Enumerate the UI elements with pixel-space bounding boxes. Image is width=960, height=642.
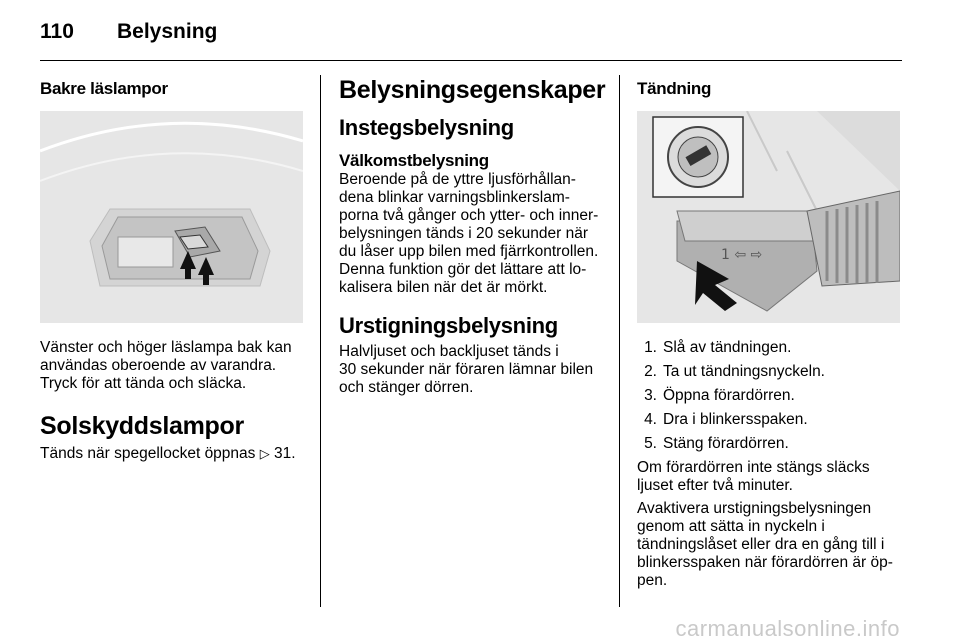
text-line: Tryck för att tända och släcka. xyxy=(40,375,247,392)
steps-list xyxy=(637,339,902,453)
text-span: Tänds när spegellocket öppnas xyxy=(40,445,256,462)
list-item xyxy=(637,363,902,381)
ignition-drawing xyxy=(637,111,900,323)
text-line: Vänster och höger läslampa bak kan xyxy=(40,339,292,356)
step-text: Slå av tändningen. xyxy=(663,339,792,356)
text-line: dena blinkar varningsblinkerslam- xyxy=(339,189,570,207)
subheading-entry-lighting: Instegsbelysning xyxy=(339,115,514,140)
paragraph-exit-lighting xyxy=(339,343,611,397)
paragraph-sunvisor xyxy=(40,445,308,463)
section-heading-lighting-features: Belysningsegenskaper xyxy=(339,76,606,104)
column-divider-2 xyxy=(619,75,620,607)
page-number: 110 xyxy=(40,20,74,43)
xref-arrow-icon: ▷ xyxy=(259,446,270,461)
column-left xyxy=(40,75,308,463)
list-item xyxy=(637,435,902,453)
text-line: 30 sekunder när föraren lämnar bilen xyxy=(339,360,594,378)
text-line: genom att sätta in nyckeln i xyxy=(637,518,825,535)
rear-reading-lamp-illustration xyxy=(40,111,303,323)
text-line: tändningslåset eller dra en gång till i xyxy=(637,536,885,553)
text-line: porna två gånger och ytter- och inner- xyxy=(339,207,599,225)
step-number: 2. xyxy=(644,363,657,380)
text-line: Beroende på de yttre ljusförhållan- xyxy=(339,171,576,189)
section-heading-rear-reading-lamps: Bakre läslampor xyxy=(40,79,168,98)
step-number: 1. xyxy=(644,339,657,356)
page-reference[interactable]: 31. xyxy=(274,445,296,462)
text-line: kalisera bilen när det är mörkt. xyxy=(339,279,548,297)
section-heading-ignition: Tändning xyxy=(637,79,712,98)
header-rule xyxy=(40,60,902,61)
step-text: Öppna förardörren. xyxy=(663,387,795,404)
text-line: Om förardörren inte stängs släcks xyxy=(637,459,870,476)
step-text: Dra i blinkersspaken. xyxy=(663,411,808,428)
column-middle xyxy=(339,75,611,397)
step-number: 5. xyxy=(644,435,657,452)
text-line: ljuset efter två minuter. xyxy=(637,477,793,494)
subheading-exit-lighting: Urstigningsbelysning xyxy=(339,313,558,339)
text-line: blinkersspaken när förardörren är öp- xyxy=(637,554,893,571)
paragraph-deactivate xyxy=(637,500,902,590)
column-divider-1 xyxy=(320,75,321,607)
text-line: belysningen tänds i 20 sekunder när xyxy=(339,225,589,243)
watermark: carmanualsonline.info xyxy=(675,616,900,641)
ignition-stalk-illustration xyxy=(637,111,900,323)
step-number: 4. xyxy=(644,411,657,428)
section-heading-sunvisor-lamps: Solskyddslampor xyxy=(40,412,244,440)
step-text: Stäng förardörren. xyxy=(663,435,789,452)
text-line: användas oberoende av varandra. xyxy=(40,357,277,374)
text-line: Avaktivera urstigningsbelysningen xyxy=(637,500,872,517)
list-item xyxy=(637,411,902,429)
column-right xyxy=(637,75,902,590)
paragraph-door-note xyxy=(637,459,902,495)
step-text: Ta ut tändningsnyckeln. xyxy=(663,363,825,380)
list-item xyxy=(637,387,902,405)
text-line: du låser upp bilen med fjärrkontrollen. xyxy=(339,243,599,261)
list-item xyxy=(637,339,902,357)
paragraph-rear-lamps xyxy=(40,339,308,393)
text-line: och stänger dörren. xyxy=(339,378,474,396)
reading-lamp-drawing xyxy=(40,111,303,323)
page-title: Belysning xyxy=(117,20,218,43)
text-line: pen. xyxy=(637,572,668,589)
text-line: Denna funktion gör det lättare att lo- xyxy=(339,261,587,279)
text-line: Halvljuset och backljuset tänds i xyxy=(339,342,559,360)
svg-text:1 ⇦ ⇨: 1 ⇦ ⇨ xyxy=(721,247,763,263)
paragraph-welcome-lighting xyxy=(339,171,611,297)
step-number: 3. xyxy=(644,387,657,404)
subheading-welcome-lighting: Välkomstbelysning xyxy=(339,151,489,171)
